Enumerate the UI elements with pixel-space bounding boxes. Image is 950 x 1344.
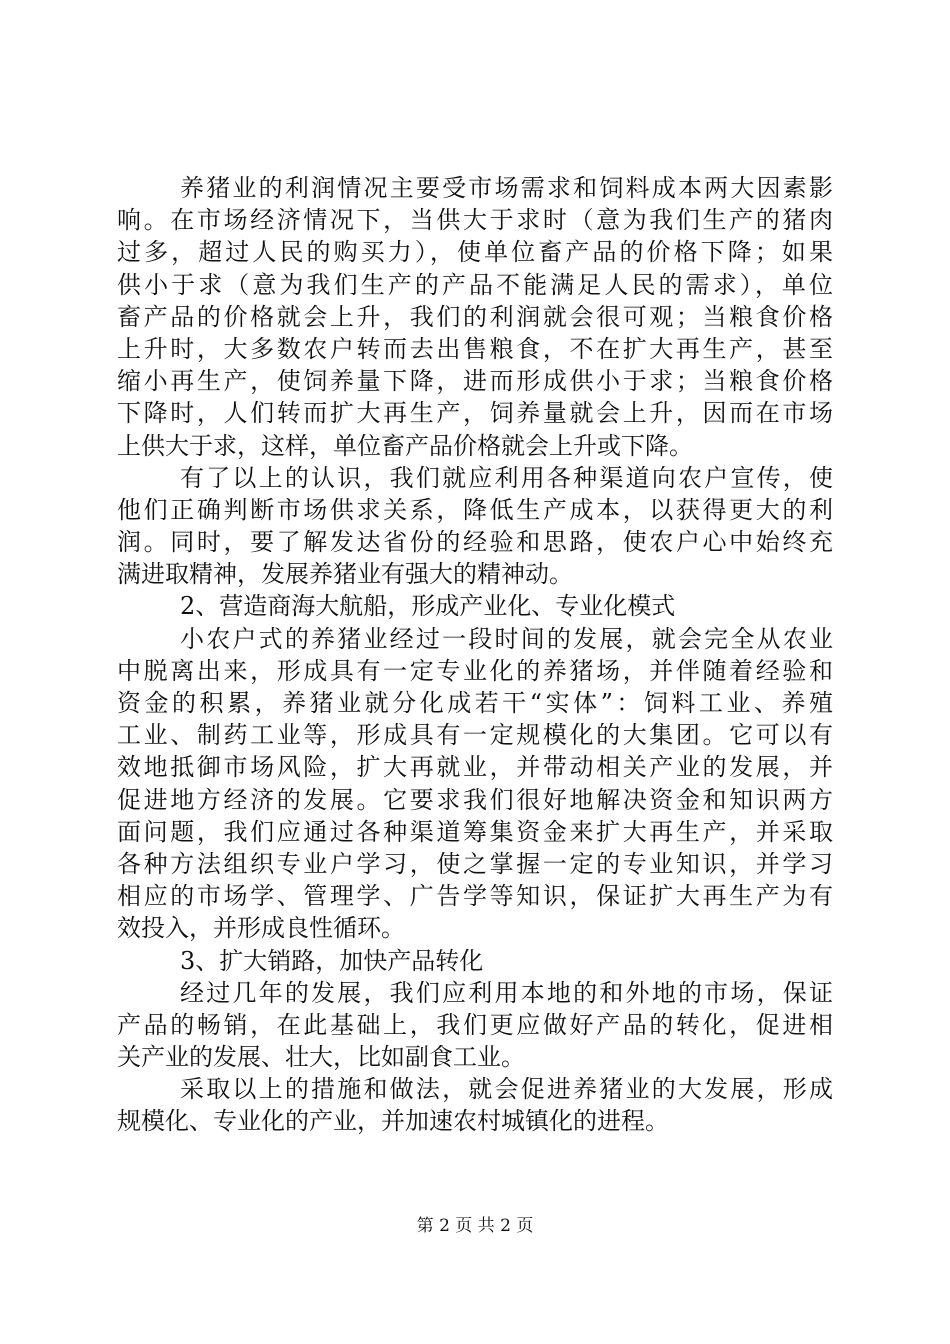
text-line: 效投入，并形成良性循环。 xyxy=(117,914,405,943)
text-line: 经过几年的发展，我们应利用本地的和外地的市场，保证 xyxy=(180,978,833,1007)
text-line: 资金的积累，养猪业就分化成若干“实体”：饲料工业、养殖 xyxy=(117,689,833,717)
text-line: 规模化、专业化的产业，并加速农村城镇化的进程。 xyxy=(117,1107,669,1136)
text-line: 过多，超过人民的购买力），使单位畜产品的价格下降；如果 xyxy=(117,238,833,267)
text-line: 中脱离出来，形成具有一定专业化的养猪场，并伴随着经验和 xyxy=(117,656,833,685)
document-body xyxy=(117,172,833,1138)
text-line: 他们正确判断市场供求关系，降低生产成本，以获得更大的利 xyxy=(117,495,833,524)
page-footer: 第 2 页 共 2 页 xyxy=(416,1216,534,1236)
text-line: 响。在市场经济情况下，当供大于求时（意为我们生产的猪肉 xyxy=(117,206,833,235)
text-line: 小农户式的养猪业经过一段时间的发展，就会完全从农业 xyxy=(180,624,833,653)
text-line: 3、扩大销路，加快产品转化 xyxy=(180,946,484,975)
text-line: 促进地方经济的发展。它要求我们很好地解决资金和知识两方 xyxy=(117,785,833,814)
text-line: 相应的市场学、管理学、广告学等知识，保证扩大再生产为有 xyxy=(117,882,833,911)
text-line: 养猪业的利润情况主要受市场需求和饲料成本两大因素影 xyxy=(180,174,833,202)
text-line: 2、营造商海大航船，形成产业化、专业化模式 xyxy=(180,592,676,621)
text-line: 工业、制药工业等，形成具有一定规模化的大集团。它可以有 xyxy=(117,721,833,750)
text-line: 供小于求（意为我们生产的产品不能满足人民的需求），单位 xyxy=(117,270,833,299)
text-line: 各种方法组织专业户学习，使之掌握一定的专业知识，并学习 xyxy=(117,849,833,878)
text-line: 产品的畅销，在此基础上，我们更应做好产品的转化，促进相 xyxy=(117,1010,833,1039)
text-line: 上供大于求，这样，单位畜产品价格就会上升或下降。 xyxy=(117,431,693,460)
text-line: 效地抵御市场风险，扩大再就业，并带动相关产业的发展，并 xyxy=(117,753,833,782)
text-line: 有了以上的认识，我们就应利用各种渠道向农户宣传，使 xyxy=(180,463,833,492)
text-line: 润。同时，要了解发达省份的经验和思路，使农户心中始终充 xyxy=(117,528,833,557)
text-line: 面问题，我们应通过各种渠道筹集资金来扩大再生产，并采取 xyxy=(117,817,833,846)
text-line: 关产业的发展、壮大，比如副食工业。 xyxy=(117,1043,525,1072)
text-line: 满进取精神，发展养猪业有强大的精神动。 xyxy=(117,560,573,589)
text-line: 上升时，大多数农户转而去出售粮食，不在扩大再生产，甚至 xyxy=(117,334,833,363)
text-line: 畜产品的价格就会上升，我们的利润就会很可观；当粮食价格 xyxy=(117,302,833,331)
text-line: 采取以上的措施和做法，就会促进养猪业的大发展，形成 xyxy=(180,1075,833,1104)
text-line: 下降时，人们转而扩大再生产，饲养量就会上升，因而在市场 xyxy=(117,399,833,428)
text-line: 缩小再生产，使饲养量下降，进而形成供小于求；当粮食价格 xyxy=(117,367,833,396)
